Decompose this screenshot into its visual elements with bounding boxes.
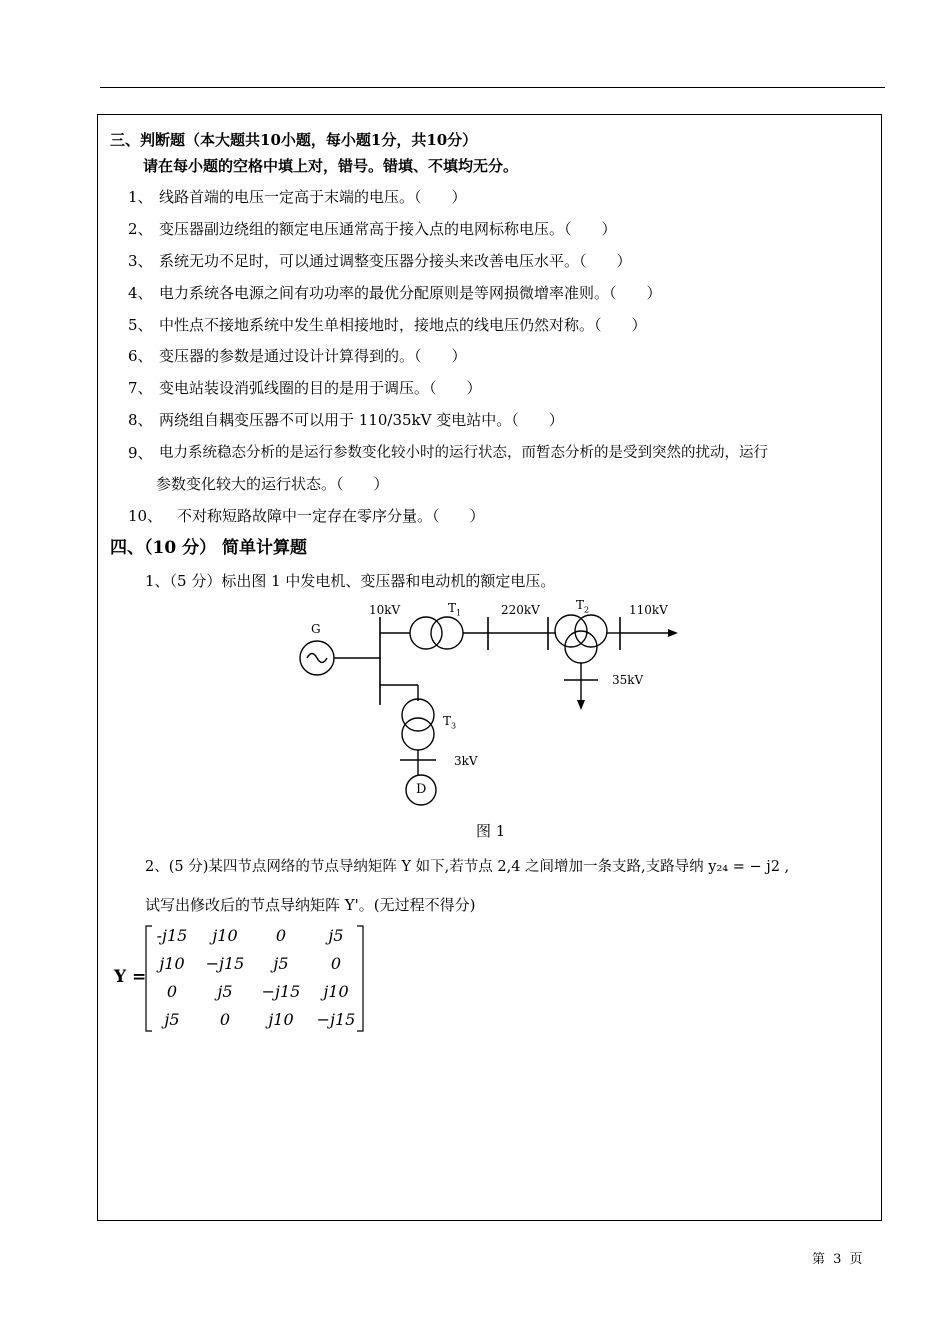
matrix-body bbox=[148, 926, 363, 1034]
matrix-cell: j10 bbox=[323, 982, 349, 1001]
section4-title: 四、（10 分） 简单计算题 bbox=[110, 538, 307, 558]
matrix-cell: j5 bbox=[164, 1010, 180, 1029]
section4-q2-line1: 2、(5 分)某四节点网络的节点导纳矩阵 Y 如下,若节点 2,4 之间增加一条支路,支路导纳 y₂₄ = − j2 , bbox=[145, 859, 790, 875]
header-rule bbox=[100, 87, 885, 88]
matrix-cell: j10 bbox=[212, 926, 238, 945]
label-t1: $T_1$ bbox=[448, 601, 462, 618]
matrix-cell: −j15 bbox=[205, 954, 245, 973]
label-t3: $T_3$ bbox=[443, 714, 457, 731]
matrix-cell: −j15 bbox=[316, 1010, 356, 1029]
label-g: G bbox=[311, 622, 321, 636]
matrix-cell: −j15 bbox=[261, 982, 301, 1001]
question-list: 1、 线路首端的电压一定高于末端的电压。（ ） 2、 变压器副边绕组的额定电压通常高于接入点的电网标称电压。（ ） 3、 系统无功不足时，可以通过调整变压器分接头来改善电压水平。（ ） 4、 电力系统各电源之间有功功率的最优分配原则是等网损微增率准则。（ ） 5、 中性点不接地系统中发生单相接地时，接地点的线电压仍然对称。（ ） 6、 变压器的参数是通过设计计算得到的。（ ） 7、 变电站装设消弧线圈的目的是用于调压。（ ） 8、 两绕组自耦变压器不可以用于 110/35kV 变电站中。（ ） 9、 电力系统稳态分析的是运行参数变化较小时的运行状态，而暂态分析的是受到突然的扰动，运行 参数变化较大的运行状态。（ ） 10、 不对称短路故障中一定存在零序分量。（ ） bbox=[128, 188, 768, 525]
matrix-cell: j10 bbox=[159, 954, 185, 973]
label-d: D bbox=[416, 782, 427, 797]
matrix-cell: 0 bbox=[166, 982, 178, 1001]
matrix-cell: j5 bbox=[328, 926, 344, 945]
label-10kv: 10kV bbox=[369, 603, 401, 617]
section3-title: 三、判断题（本大题共10小题，每小题1分，共10分） bbox=[110, 131, 478, 149]
matrix-cell: 0 bbox=[330, 954, 342, 973]
matrix-label: Y = bbox=[114, 967, 147, 987]
section4-q1: 1、（5 分）标出图 1 中发电机、变压器和电动机的额定电压。 bbox=[145, 572, 556, 590]
label-220kv: 220kV bbox=[501, 603, 540, 617]
matrix-cell: j5 bbox=[273, 954, 289, 973]
section4-q2-line2: 试写出修改后的节点导纳矩阵 Y'。(无过程不得分) bbox=[145, 896, 476, 914]
label-35kv: 35kV bbox=[612, 673, 644, 687]
matrix-cell: 0 bbox=[219, 1010, 231, 1029]
section3-instruction: 请在每小题的空格中填上对，错号。错填、不填均无分。 bbox=[143, 157, 519, 175]
t1-winding-b bbox=[431, 617, 463, 649]
label-110kv: 110kV bbox=[629, 603, 668, 617]
arrow-35kv bbox=[577, 700, 585, 710]
arrow-110kv bbox=[668, 629, 678, 637]
matrix-cell: 0 bbox=[275, 926, 287, 945]
t1-winding-a bbox=[410, 617, 442, 649]
question-9-continued: 参数变化较大的运行状态。（ ） bbox=[156, 475, 389, 493]
figure-caption: 图 1 bbox=[476, 822, 506, 840]
generator-wave bbox=[307, 654, 327, 663]
matrix-cell: j5 bbox=[217, 982, 233, 1001]
matrix-cell: j10 bbox=[268, 1010, 294, 1029]
label-3kv: 3kV bbox=[454, 754, 478, 768]
label-t2: $T_2$ bbox=[576, 598, 590, 615]
page-number: 第 3 页 bbox=[812, 1252, 865, 1267]
t3-winding-b bbox=[402, 718, 434, 750]
t3-winding-a bbox=[402, 699, 434, 731]
matrix-cell: -j15 bbox=[156, 926, 188, 945]
circuit-diagram bbox=[290, 595, 690, 810]
